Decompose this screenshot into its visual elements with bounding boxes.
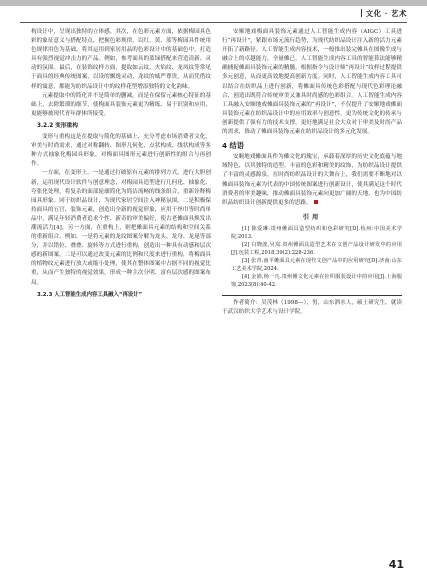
author-divider: [222, 295, 402, 296]
section-title-text: 文化 · 艺术: [365, 9, 407, 18]
left-column: [31, 28, 211, 302]
references-title: 引用: [302, 213, 322, 221]
reference-item: [3] 张青.南平傩面具元素在现代文创产品中的应用研究[D].济南:山东工艺美术学院,2024.: [231, 257, 402, 272]
subsection-heading: 3.2.3 人工智能生成内容工具融入“再设计”: [37, 291, 143, 298]
paragraph: 安顺地戏梅面具装饰元素通过人工智能生成内容（AIGC）工具进行“再设计”，紧跟市场元流行趋势，为现代纺织品设计注入新的活力元素开拓了新路径。人工智能生成内容技术，一般推出装完傩具在图像生成与融合上的卓越能力，全量傩已，人工智能生成内容工具的智能算法能够精确捕捉傩面具装饰元素的精髓，根据指令与设计师“再设计”纹样过程提供多元创意，从而更高效地提高创新力度。同时，人工智能生成内容工具可以结合在纺织品上进行创新，将傩面具传统色彩搭配与现代色彩理论融合，创造出既符合传统审美又兼具时尚感的色彩组合。人工智能生成内容工具融入安顺地戏傩面具装饰元素的“再设计”，不仅提升了安顺地戏傩面具装饰元素在纺织品设计中的应用效率与创意性，更为传统文化的传承与创新提供了强有力的技术支撑，更好地满足社会大众对于审美及时尚产品的需求，推动了傩面具装饰元素在纺织品设计的多元化发展。: [222, 29, 402, 136]
section-title: [361, 8, 407, 19]
reference-item: [1] 陈爱琳.贵州傩面具造型纺织和色彩研究[D].杭州:中国美术学院,2013.: [231, 225, 402, 240]
paragraph: [222, 153, 402, 208]
page-number: 41: [388, 558, 404, 571]
section-mark: [361, 9, 362, 17]
paragraph: 变形与重构这是在提取与简化的基础上，充分考虑市场消费者文化、审美与时尚需求，通过对称翻转、图形几何化、点状构成、线状构成等多种方式抽象化梅园具形象，对梅面具图形元素进行创新性的组合与再创作。: [31, 134, 211, 168]
paragraph: 元素提取中的简化并不是简单的删减，而是在保留元素核心特征的基础上，去除繁琐的细节，使梅面具装饰元素更为精练、易于识别和应用，更能够被现代青年群体所接受。: [31, 92, 211, 117]
header-rule: [20, 22, 407, 23]
subsection-heading: 3.2.2 变形重构: [37, 122, 78, 129]
paragraph: 构设计中，呈现出独特的立体感。其次，在色彩元素方面，依据梅园具色彩的象征意义与搭配特点，把握色彩规律，以红、黄、蓝等梅园具件统用色规律用色为基础，将其运用到家居用品的色彩设计中的基础色中，打造具有强烈视觉冲击力的产品。例如，参考面具的蓝绿搭配来营造清新、灵动的氛围。最后，在装饰纹样方面，提取如云纹、火焰纹、龙凤纹等常见于面具的经典传统图案，以设的飘逸灵动、龙纹的威严尊贵，从而凭借纹样的寓意，都能为纺织品设计中的纹样花型增添独特的文化韵味。: [31, 29, 211, 90]
author-bio: 作者简介：吴茂林（1998—），男，山东泗水人，硕士研究生。就读于武汉纺织大学艺术与设计学院。: [222, 299, 402, 315]
conclusion-text: 安顺地戏傩面具作为傩文化的瑰宝，承载着深厚的历史文化底蕴与地域特色，以其独特的造型、丰富的色彩和精美的纹饰，为纺织品设计提供了丰富的灵感源泉。在时尚纺织品设计的大舞台上，我们需要不断地对以傩面具装饰元素为代表的中国传统图案进行创新设计，使其满足这个时代消费者的审美趣味，推动傩面具装饰元素向更加广阔的天地，也为中国纺织品纺织设计创新提供更多的思路。: [222, 154, 402, 206]
paragraph: 一方面，在变形上，一是通过打破原有元素的排列方式，进行大胆创新，运用现代设计软件与创意理念，对梅园具造型进行几何化、抽象化、夸张化处理，将复杂的面部轮廓简化为简洁流畅的线条组合，重新诠释梅园具形象。同于纺织品设计，为现代家居空间注入神秘氛围。二是积极保持面具的五官、装饰元素，创造出全新的视觉形象，应用于丝巾等时尚单品中，满足年轻消费者追求个性、新奇的审美偏好，使古老傩面具焕发出潮流活力[4]。另一方面，在重构上，则把傩面具元素的结构和空间关系的重新组合。例如，一是将元素的龙纹图案分解为龙头、龙身、龙尾等部分，并以错位、叠叠、旋转等方式进行重构，创造出一种具有动感和层次感的新图案。二是可以通过改变元素的比例和尺度来进行重构，将梅面具的植物纹元素进行放大或缩小处理，使其在整体图案中占据不同的视觉比重，从而产生独特的视觉效果，形成一种主次分明、富有层次感的图案布局。: [31, 170, 211, 286]
right-column: [222, 28, 402, 317]
end-mark-icon: [314, 200, 318, 204]
section-heading: 4 结语: [222, 141, 244, 151]
header-band: [0, 0, 427, 6]
reference-item: [2] 白晓波,吴岚.贵州傩面具造型艺术在文创产品设计研发中的应用[J].包装工程,2018,39(2):228-236.: [231, 241, 402, 256]
reference-item: [4] 金娟,杨一凡.贵州傩文化元素在针织服装设计中的应用[J].上海服饰,2023(8):40-42.: [231, 273, 402, 288]
